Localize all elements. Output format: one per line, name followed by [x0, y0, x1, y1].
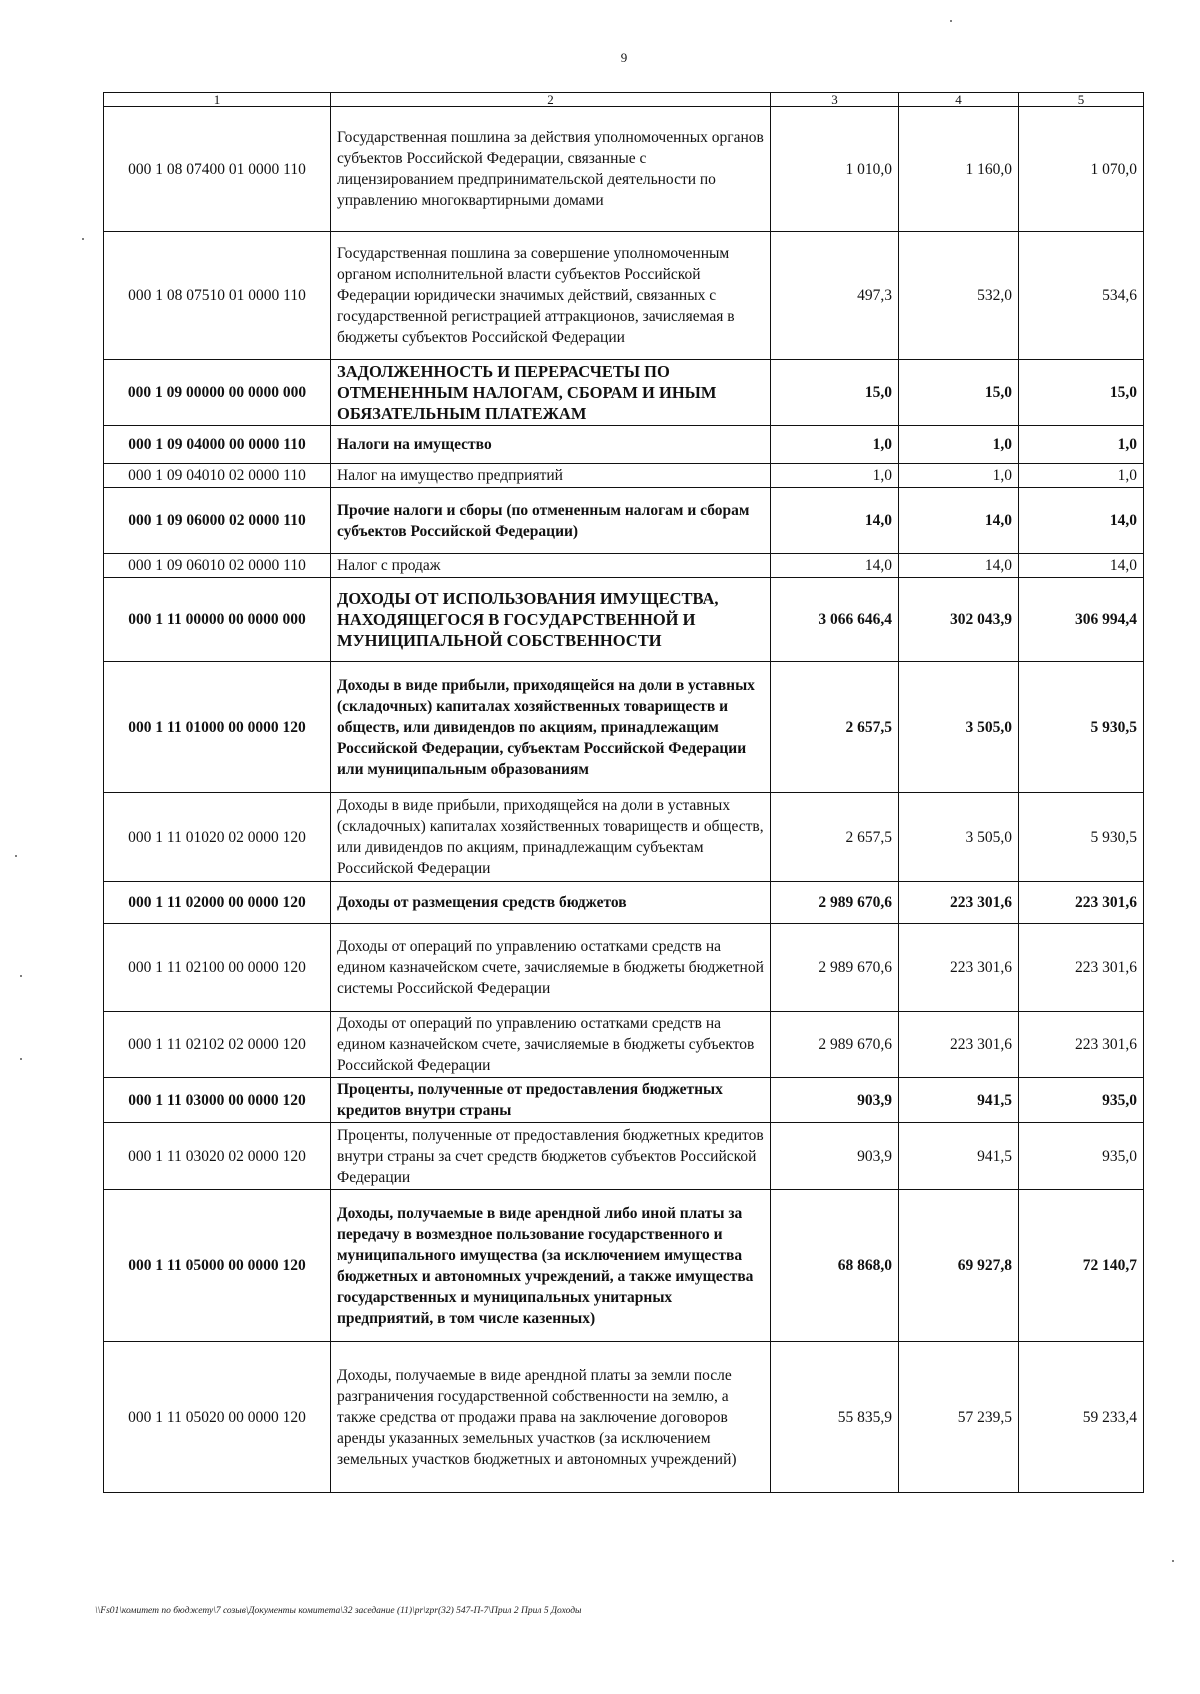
value-col5: 5 930,5 — [1019, 793, 1144, 882]
value-col3: 14,0 — [771, 488, 899, 554]
value-col4: 69 927,8 — [899, 1190, 1019, 1342]
revenue-name: Налоги на имущество — [331, 426, 771, 464]
value-col5: 5 930,5 — [1019, 662, 1144, 793]
file-path-footer: \\Fs01\комитет по бюджету\7 созыв\Документы комитета\32 заседание (11)\pr\zpr(32) 547-П-7\Прил 2 Прил 5 Доходы — [95, 1606, 582, 1616]
value-col3: 1,0 — [771, 426, 899, 464]
value-col3: 497,3 — [771, 232, 899, 360]
value-col3: 3 066 646,4 — [771, 578, 899, 662]
value-col5: 15,0 — [1019, 360, 1144, 426]
table-row — [104, 1012, 1144, 1078]
kbk-code: 000 1 11 01000 00 0000 120 — [104, 662, 331, 793]
table-row — [104, 232, 1144, 360]
table-row — [104, 882, 1144, 924]
kbk-code: 000 1 11 05000 00 0000 120 — [104, 1190, 331, 1342]
value-col5: 1,0 — [1019, 426, 1144, 464]
revenue-name: Прочие налоги и сборы (по отмененным налогам и сборам субъектов Российской Федерации) — [331, 488, 771, 554]
kbk-code: 000 1 09 00000 00 0000 000 — [104, 360, 331, 426]
value-col3: 14,0 — [771, 554, 899, 578]
revenue-name: Доходы в виде прибыли, приходящейся на доли в уставных (складочных) капиталах хозяйственных товариществ и обществ, или дивидендов по акциям, принадлежащим субъектам Российской Федерации — [331, 793, 771, 882]
revenue-name: Доходы от размещения средств бюджетов — [331, 882, 771, 924]
value-col3: 55 835,9 — [771, 1342, 899, 1493]
value-col4: 1 160,0 — [899, 107, 1019, 232]
value-col4: 14,0 — [899, 554, 1019, 578]
value-col4: 302 043,9 — [899, 578, 1019, 662]
value-col4: 941,5 — [899, 1078, 1019, 1123]
value-col3: 2 657,5 — [771, 662, 899, 793]
kbk-code: 000 1 09 06010 02 0000 110 — [104, 554, 331, 578]
table-row — [104, 464, 1144, 488]
scan-speck — [82, 238, 84, 240]
revenue-name: Государственная пошлина за совершение уполномоченным органом исполнительной власти субъектов Российской Федерации юридически значимых действий, связанных с государственной регистрацией аттракционов, зачисляемая в бюджеты субъектов Российской Федерации — [331, 232, 771, 360]
scan-speck — [20, 1058, 22, 1060]
scan-speck — [1172, 1560, 1174, 1562]
value-col5: 59 233,4 — [1019, 1342, 1144, 1493]
revenue-name: Проценты, полученные от предоставления бюджетных кредитов внутри страны — [331, 1078, 771, 1123]
revenue-name: ЗАДОЛЖЕННОСТЬ И ПЕРЕРАСЧЕТЫ ПО ОТМЕНЕННЫМ НАЛОГАМ, СБОРАМ И ИНЫМ ОБЯЗАТЕЛЬНЫМ ПЛАТЕЖАМ — [331, 360, 771, 426]
budget-revenue-table — [103, 92, 1144, 1493]
kbk-code: 000 1 11 01020 02 0000 120 — [104, 793, 331, 882]
value-col3: 2 657,5 — [771, 793, 899, 882]
value-col4: 223 301,6 — [899, 882, 1019, 924]
scan-speck — [15, 855, 17, 857]
table-row — [104, 924, 1144, 1012]
value-col5: 223 301,6 — [1019, 1012, 1144, 1078]
value-col5: 223 301,6 — [1019, 882, 1144, 924]
column-header: 5 — [1019, 93, 1144, 107]
table-row — [104, 793, 1144, 882]
value-col5: 72 140,7 — [1019, 1190, 1144, 1342]
kbk-code: 000 1 11 03020 02 0000 120 — [104, 1123, 331, 1190]
value-col5: 306 994,4 — [1019, 578, 1144, 662]
value-col3: 2 989 670,6 — [771, 882, 899, 924]
value-col5: 935,0 — [1019, 1123, 1144, 1190]
revenue-name: Доходы в виде прибыли, приходящейся на доли в уставных (складочных) капиталах хозяйственных товариществ и обществ, или дивидендов по акциям, принадлежащим Российской Федерации, субъектам Российской Федерации или муниципальным образованиям — [331, 662, 771, 793]
value-col4: 15,0 — [899, 360, 1019, 426]
table-row — [104, 488, 1144, 554]
value-col4: 3 505,0 — [899, 793, 1019, 882]
value-col3: 15,0 — [771, 360, 899, 426]
value-col5: 223 301,6 — [1019, 924, 1144, 1012]
value-col5: 14,0 — [1019, 488, 1144, 554]
column-number-row — [104, 93, 1144, 107]
value-col3: 68 868,0 — [771, 1190, 899, 1342]
column-header: 4 — [899, 93, 1019, 107]
value-col3: 1,0 — [771, 464, 899, 488]
kbk-code: 000 1 11 00000 00 0000 000 — [104, 578, 331, 662]
value-col4: 532,0 — [899, 232, 1019, 360]
column-header: 1 — [104, 93, 331, 107]
value-col5: 1,0 — [1019, 464, 1144, 488]
revenue-name: Доходы, получаемые в виде арендной платы за земли после разграничения государственной собственности на землю, а также средства от продажи права на заключение договоров аренды указанных земельных участков (за исключением земельных участков бюджетных и автономных учреждений) — [331, 1342, 771, 1493]
kbk-code: 000 1 11 02000 00 0000 120 — [104, 882, 331, 924]
table-row — [104, 1123, 1144, 1190]
value-col4: 1,0 — [899, 464, 1019, 488]
table-row — [104, 360, 1144, 426]
value-col4: 14,0 — [899, 488, 1019, 554]
value-col4: 223 301,6 — [899, 924, 1019, 1012]
scan-speck — [950, 20, 952, 22]
revenue-name: Доходы, получаемые в виде арендной либо иной платы за передачу в возмездное пользование государственного и муниципального имущества (за исключением имущества бюджетных и автономных учреждений, а также имущества государственных и муниципальных унитарных предприятий, в том числе казенных) — [331, 1190, 771, 1342]
value-col5: 1 070,0 — [1019, 107, 1144, 232]
table-row — [104, 554, 1144, 578]
value-col4: 1,0 — [899, 426, 1019, 464]
table-row — [104, 578, 1144, 662]
value-col5: 14,0 — [1019, 554, 1144, 578]
value-col4: 223 301,6 — [899, 1012, 1019, 1078]
table-row — [104, 426, 1144, 464]
value-col4: 941,5 — [899, 1123, 1019, 1190]
value-col5: 534,6 — [1019, 232, 1144, 360]
kbk-code: 000 1 11 05020 00 0000 120 — [104, 1342, 331, 1493]
revenue-name: Налог на имущество предприятий — [331, 464, 771, 488]
kbk-code: 000 1 09 06000 02 0000 110 — [104, 488, 331, 554]
value-col3: 2 989 670,6 — [771, 924, 899, 1012]
kbk-code: 000 1 08 07400 01 0000 110 — [104, 107, 331, 232]
value-col3: 2 989 670,6 — [771, 1012, 899, 1078]
value-col3: 1 010,0 — [771, 107, 899, 232]
revenue-name: Доходы от операций по управлению остатками средств на едином казначейском счете, зачисляемые в бюджеты субъектов Российской Федерации — [331, 1012, 771, 1078]
table-row — [104, 662, 1144, 793]
value-col4: 3 505,0 — [899, 662, 1019, 793]
revenue-name: Налог с продаж — [331, 554, 771, 578]
revenue-name: Проценты, полученные от предоставления бюджетных кредитов внутри страны за счет средств бюджетов субъектов Российской Федерации — [331, 1123, 771, 1190]
kbk-code: 000 1 09 04010 02 0000 110 — [104, 464, 331, 488]
value-col3: 903,9 — [771, 1123, 899, 1190]
value-col3: 903,9 — [771, 1078, 899, 1123]
table-row — [104, 107, 1144, 232]
column-header: 2 — [331, 93, 771, 107]
column-header: 3 — [771, 93, 899, 107]
kbk-code: 000 1 11 03000 00 0000 120 — [104, 1078, 331, 1123]
revenue-name: ДОХОДЫ ОТ ИСПОЛЬЗОВАНИЯ ИМУЩЕСТВА, НАХОДЯЩЕГОСЯ В ГОСУДАРСТВЕННОЙ И МУНИЦИПАЛЬНОЙ СОБСТВЕННОСТИ — [331, 578, 771, 662]
kbk-code: 000 1 09 04000 00 0000 110 — [104, 426, 331, 464]
table-row — [104, 1078, 1144, 1123]
revenue-name: Государственная пошлина за действия уполномоченных органов субъектов Российской Федерации, связанные с лицензированием предпринимательской деятельности по управлению многоквартирными домами — [331, 107, 771, 232]
value-col5: 935,0 — [1019, 1078, 1144, 1123]
kbk-code: 000 1 08 07510 01 0000 110 — [104, 232, 331, 360]
kbk-code: 000 1 11 02100 00 0000 120 — [104, 924, 331, 1012]
revenue-name: Доходы от операций по управлению остатками средств на едином казначейском счете, зачисляемые в бюджеты бюджетной системы Российской Федерации — [331, 924, 771, 1012]
kbk-code: 000 1 11 02102 02 0000 120 — [104, 1012, 331, 1078]
scan-speck — [20, 975, 22, 977]
value-col4: 57 239,5 — [899, 1342, 1019, 1493]
page-number: 9 — [620, 50, 628, 65]
table-row — [104, 1342, 1144, 1493]
table-row — [104, 1190, 1144, 1342]
